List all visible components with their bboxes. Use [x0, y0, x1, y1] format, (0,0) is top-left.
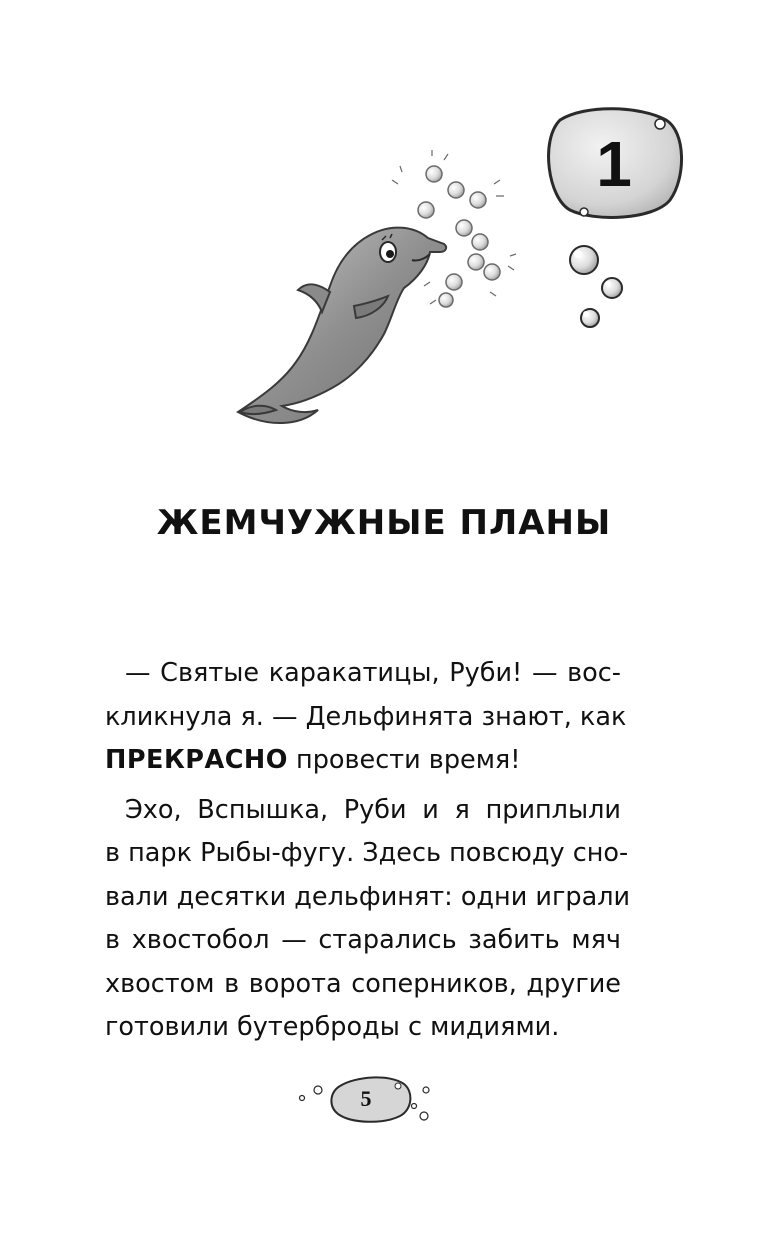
chapter-illustration: [0, 0, 768, 460]
chapter-body: [105, 652, 631, 1050]
page-number-badge: [290, 1068, 440, 1138]
pearl-bubbles: [418, 166, 500, 307]
body-line: вали десятки дельфинят: одни играли: [105, 881, 631, 912]
body-line: хвостом в ворота соперников, другие: [105, 968, 621, 999]
body-line: в парк Рыбы-фугу. Здесь повсюду сно-: [105, 838, 629, 868]
body-line: [105, 739, 621, 783]
dolphin-icon: [238, 228, 446, 423]
page-number: 5: [360, 1086, 372, 1111]
body-line: готовили бутерброды с мидиями.: [105, 1012, 560, 1042]
body-line: Эхо, Вспышка, Руби и я приплыли: [125, 794, 621, 825]
emphasized-word: ПРЕКРАСНО: [105, 745, 288, 775]
chapter-title: ЖЕМЧУЖНЫЕ ПЛАНЫ: [156, 503, 612, 543]
body-line: — Святые каракатицы, Руби! — вос-: [125, 658, 621, 688]
body-line-rest: провести время!: [287, 745, 521, 775]
body-line: кликнула я. — Дельфинята знают, как: [105, 701, 627, 732]
body-line: в хвостобол — старались забить мяч: [105, 925, 621, 955]
chapter-number: 1: [596, 128, 632, 200]
chapter-bubble-icon: [549, 109, 682, 327]
